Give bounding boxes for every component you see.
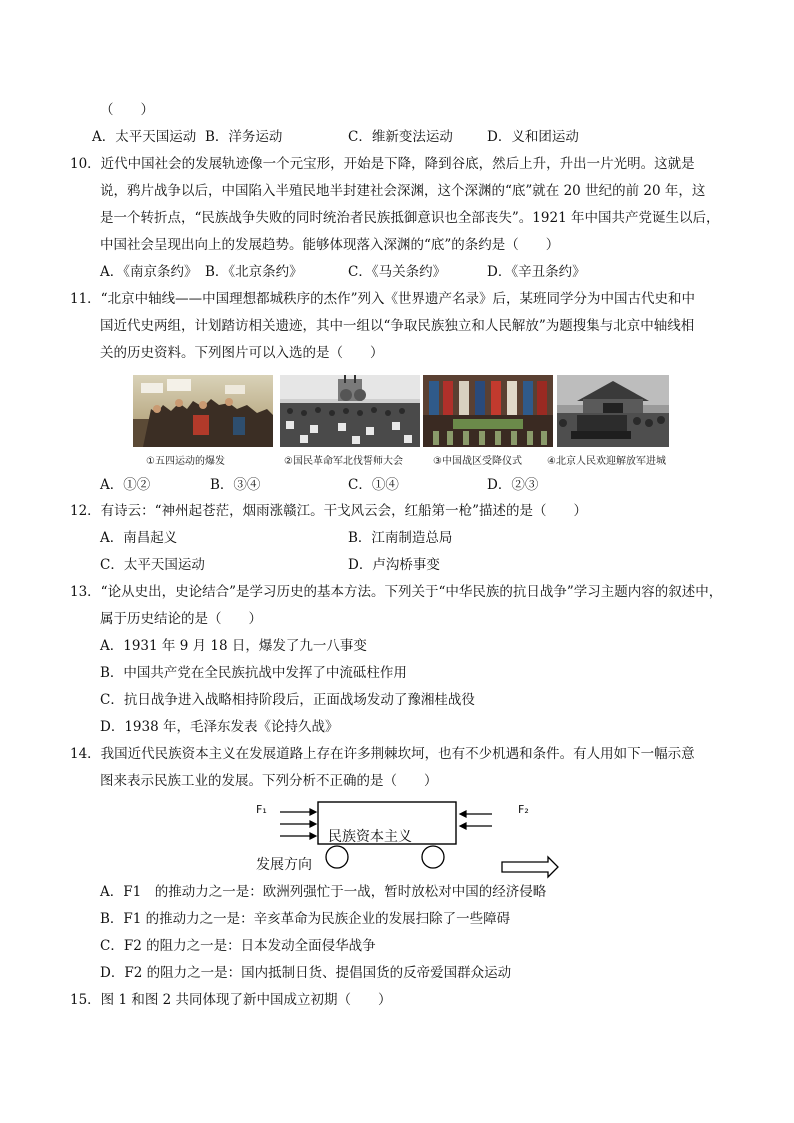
- q13-stem-line: 属于历史结论的是（ ）: [100, 611, 262, 627]
- q9-option-a: A．太平天国运动: [92, 129, 197, 145]
- q13-stem-line: 13．“论从史出，史论结合”是学习历史的基本方法。下列关于“中华民族的抗日战争”学习主题内容的叙述中，: [70, 584, 723, 600]
- q14-stem-line: 14．我国近代民族资本主义在发展道路上存在许多荆棘坎坷，也有不少机遇和条件。有人用如下一幅示意: [70, 746, 695, 762]
- f2-label: F₂: [518, 803, 529, 816]
- f2-arrows: [460, 811, 492, 829]
- photo-caption-3: ③中国战区受降仪式: [433, 456, 522, 467]
- may-fourth-photo: [133, 375, 273, 447]
- q9-option-d: D．义和团运动: [487, 129, 579, 145]
- direction-label: 发展方向: [256, 857, 312, 873]
- surrender-ceremony-photo: [423, 375, 553, 447]
- q13-option-a: A．1931 年 9 月 18 日，爆发了九一八事变: [100, 638, 367, 654]
- photo-caption-4: ④北京人民欢迎解放军进城: [547, 456, 666, 467]
- q12-option-a: A．南昌起义: [100, 530, 178, 546]
- f1-arrows: [280, 809, 316, 839]
- q10-option-c: C．《马关条约》: [348, 264, 447, 280]
- q11-stem-line: 国近代史两组，计划踏访相关遗迹，其中一组以“争取民族独立和人民解放”为题搜集与北京中轴线相: [100, 318, 695, 334]
- q12-option-b: B．江南制造总局: [348, 530, 453, 546]
- q13-option-d: D．1938 年，毛泽东发表《论持久战》: [100, 719, 339, 735]
- q14-option-d: D．F2 的阻力之一是：国内抵制日货、提倡国货的反帝爱国群众运动: [100, 965, 512, 981]
- q10-option-d: D．《辛丑条约》: [487, 264, 586, 280]
- cart-wheel-right: [422, 846, 444, 868]
- q14-option-b: B．F1 的推动力之一是：辛亥革命为民族企业的发展扫除了一些障碍: [100, 911, 511, 927]
- diagram-box-label: 民族资本主义: [328, 829, 412, 845]
- q11-option-b: B．③④: [210, 477, 261, 493]
- q14-stem-line: 图来表示民族工业的发展。下列分析不正确的是（ ）: [100, 773, 438, 789]
- q14-option-c: C．F2 的阻力之一是：日本发动全面侵华战争: [100, 938, 376, 954]
- q11-option-c: C．①④: [348, 477, 399, 493]
- q9-option-c: C．维新变法运动: [348, 129, 453, 145]
- cart-wheel-left: [326, 846, 348, 868]
- pla-enters-beijing-photo: [557, 375, 669, 447]
- q10-stem-line: 10．近代中国社会的发展轨迹像一个元宝形，开始是下降，降到谷底，然后上升，升出一片光明。这就是: [70, 156, 695, 172]
- photo-caption-1: ①五四运动的爆发: [146, 456, 225, 467]
- q12-stem-line: 12．有诗云：“神州起苍茫，烟雨涨赣江。干戈风云会，红船第一枪”描述的是（ ）: [70, 503, 587, 519]
- f1-label: F₁: [256, 803, 267, 816]
- northern-expedition-photo: [280, 375, 420, 447]
- q10-stem-line: 是一个转折点，“民族战争失败的同时统治者民族抵御意识也全部丧失”。1921 年中国共产党诞生以后，: [100, 210, 720, 226]
- q11-stem-line: 11．“北京中轴线——中国理想都城秩序的杰作”列入《世界遗产名录》后，某班同学分为中国古代史和中: [70, 291, 695, 307]
- q13-option-b: B．中国共产党在全民族抗战中发挥了中流砥柱作用: [100, 665, 407, 681]
- q15-stem-line: 15．图 1 和图 2 共同体现了新中国成立初期（ ）: [70, 992, 392, 1008]
- q10-stem-line: 中国社会呈现出向上的发展趋势。能够体现落入深渊的“底”的条约是（ ）: [100, 237, 560, 253]
- q9-bracket: （ ）: [100, 102, 154, 118]
- q10-option-b: B．《北京条约》: [205, 264, 303, 280]
- q11-option-a: A．①②: [100, 477, 151, 493]
- q10-option-a: A．《南京条约》: [100, 264, 198, 280]
- q12-option-d: D．卢沟桥事变: [348, 557, 440, 573]
- q12-option-c: C．太平天国运动: [100, 557, 205, 573]
- direction-arrow: [502, 857, 558, 877]
- photo-caption-2: ②国民革命军北伐誓师大会: [284, 456, 403, 467]
- q11-option-d: D．②③: [487, 477, 539, 493]
- q14-option-a: A．F1 的推动力之一是：欧洲列强忙于一战，暂时放松对中国的经济侵略: [100, 884, 547, 900]
- q9-option-b: B．洋务运动: [205, 129, 283, 145]
- q11-stem-line: 关的历史资料。下列图片可以入选的是（ ）: [100, 345, 384, 361]
- q13-option-c: C．抗日战争进入战略相持阶段后，正面战场发动了豫湘桂战役: [100, 692, 475, 708]
- q10-stem-line: 说，鸦片战争以后，中国陷入半殖民地半封建社会深渊，这个深渊的“底”就在 20 世纪的前 20 年，这: [100, 183, 706, 199]
